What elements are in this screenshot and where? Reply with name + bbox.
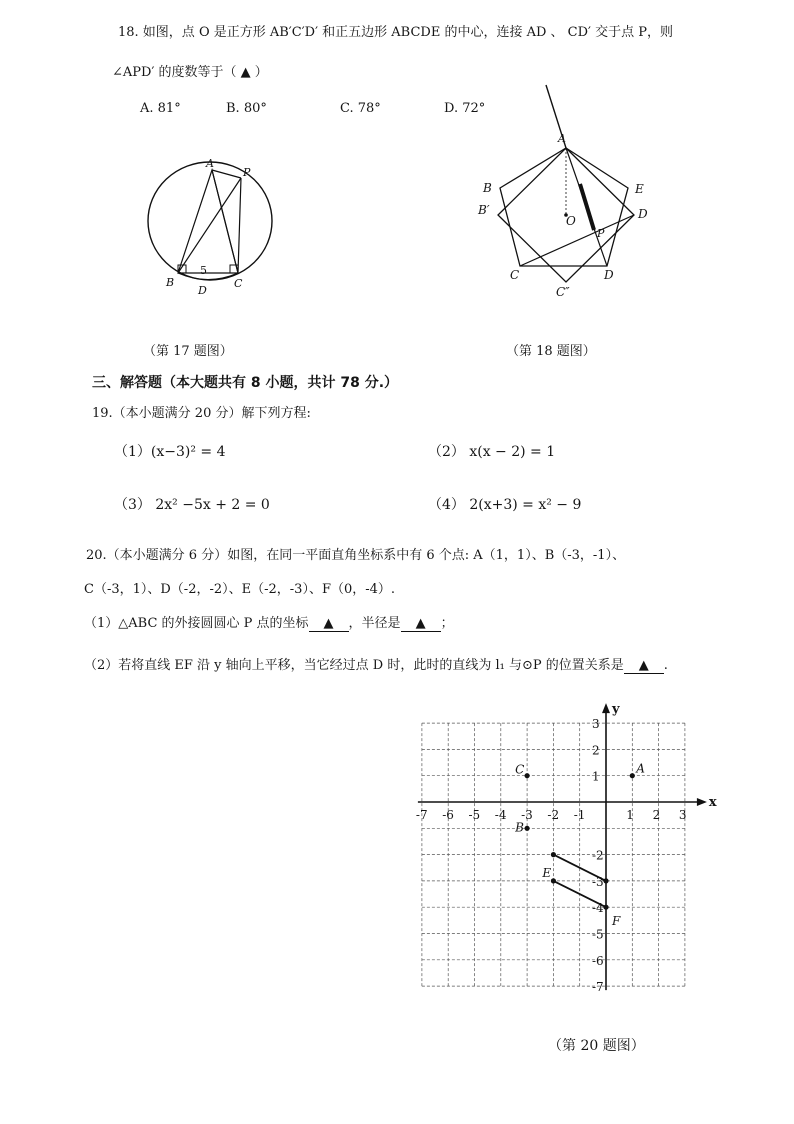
x-tick-label: 1 — [626, 808, 634, 822]
q18-option-b: B. 80° — [226, 101, 267, 116]
fig18-label-d-bottom: D — [604, 268, 614, 282]
q20-line1: 20.（本小题满分 6 分）如图，在同一平面直角坐标系中有 6 个点: A（1，1）、B（-3，-1）、 — [86, 548, 626, 563]
fig17-label-a: A — [206, 158, 214, 170]
q19-part3: （3） 2x² −5x + 2 = 0 — [114, 497, 270, 513]
x-tick-label: -2 — [547, 808, 560, 822]
x-axis-arrow — [697, 798, 707, 806]
fig17-label-p: P — [243, 166, 251, 179]
q19-part1: （1）(x−3)² = 4 — [114, 444, 226, 460]
y-tick-label: -5 — [592, 927, 604, 942]
fig20-caption: （第 20 题图） — [548, 1038, 645, 1054]
x-tick-label: -5 — [468, 808, 481, 822]
x-tick-label: 3 — [678, 808, 687, 822]
q18-line2: ∠APD′ 的度数等于（ ▲ ） — [112, 65, 268, 80]
q18-option-a: A. 81° — [140, 101, 181, 116]
point-label-f: F — [612, 914, 621, 929]
q20-part1-text: （1）△ABC 的外接圆圆心 P 点的坐标 — [84, 616, 309, 631]
q20-part2-blank-relation: ▲ — [624, 658, 664, 674]
point-e — [551, 878, 556, 883]
fig18-label-p: P — [597, 227, 605, 240]
q20-line2: C（-3，1）、D（-2，-2）、E（-2，-3）、F（0，-4）. — [84, 582, 396, 597]
fig18-caption: （第 18 题图） — [506, 344, 596, 359]
point-f — [603, 905, 608, 910]
y-tick-label: 3 — [592, 717, 600, 732]
q18-option-d: D. 72° — [444, 101, 486, 116]
q20-part2-text: （2）若将直线 EF 沿 y 轴向上平移，当它经过点 D 时，此时的直线为 l₁ 与⊙P 的位置关系是 — [84, 658, 624, 673]
x-tick-label: -4 — [494, 808, 507, 822]
fig18-label-o: O — [566, 214, 576, 228]
fig18-label-b: B — [483, 181, 492, 195]
q19-part2: （2） x(x − 2) = 1 — [428, 444, 556, 460]
x-tick-label: -7 — [415, 808, 428, 822]
x-tick-label: -6 — [442, 808, 454, 822]
point-label-c: C — [515, 762, 525, 777]
point-b — [525, 826, 530, 831]
y-tick-label: 2 — [592, 743, 600, 758]
fig17-label-c: C — [234, 277, 243, 290]
point-c — [525, 773, 530, 778]
point-label-a: A — [636, 761, 645, 776]
y-tick-label: -7 — [592, 980, 604, 995]
fig18-polygon-figure — [470, 80, 660, 300]
q18-option-c: C. 78° — [340, 101, 381, 116]
y-tick-label: 1 — [592, 769, 600, 784]
point-y-intercept — [603, 878, 608, 883]
y-tick-label: -4 — [592, 901, 604, 916]
q20-part2 — [84, 654, 668, 674]
fig17-label-mark: 5 — [200, 264, 207, 277]
y-tick-label: -6 — [592, 953, 604, 968]
q18-line1: 18. 如图，点 O 是正方形 AB′C′D′ 和正五边形 ABCDE 的中心，连接 AD 、 CD′ 交于点 P，则 — [118, 25, 674, 40]
fig17-circle-figure — [140, 158, 280, 298]
q19-part4: （4） 2(x+3) = x² − 9 — [428, 497, 582, 513]
point-label-b: B — [515, 820, 524, 835]
fig17-label-d: D — [198, 284, 207, 297]
fig18-label-e: E — [635, 182, 644, 196]
y-tick-label: -2 — [592, 848, 604, 863]
fig18-label-bp: B′ — [478, 203, 490, 217]
q20-part1-blank-center: ▲ — [309, 616, 349, 632]
q20-part1-end: ； — [440, 616, 454, 631]
point-label-e: E — [542, 865, 552, 880]
section-3-header: 三、解答题（本大题共有 8 小题，共计 78 分.） — [92, 375, 399, 391]
q20-part2-end: . — [663, 658, 668, 673]
x-axis-label: x — [708, 795, 717, 810]
y-axis-label: y — [612, 702, 620, 718]
x-tick-label: -1 — [573, 808, 586, 822]
y-tick-label: -3 — [592, 874, 604, 889]
y-axis-arrow — [602, 703, 610, 713]
q20-part1-blank-radius: ▲ — [401, 616, 441, 632]
q19-title: 19.（本小题满分 20 分）解下列方程: — [92, 406, 311, 421]
point-d — [551, 852, 556, 857]
fig20-coordinate-grid — [410, 700, 720, 1020]
x-tick-label: 2 — [652, 808, 661, 822]
fig17-label-b: B — [166, 276, 175, 289]
point-a — [630, 773, 635, 778]
x-tick-label: -3 — [521, 808, 533, 822]
fig18-label-cpp: C″ — [556, 285, 570, 299]
fig18-label-c: C — [510, 268, 520, 282]
fig18-label-d-top: D — [638, 207, 648, 221]
q20-part1-mid: ，半径是 — [348, 616, 401, 631]
fig18-label-a: A — [558, 132, 566, 145]
q20-part1 — [84, 612, 454, 632]
fig17-caption: （第 17 题图） — [143, 344, 233, 359]
